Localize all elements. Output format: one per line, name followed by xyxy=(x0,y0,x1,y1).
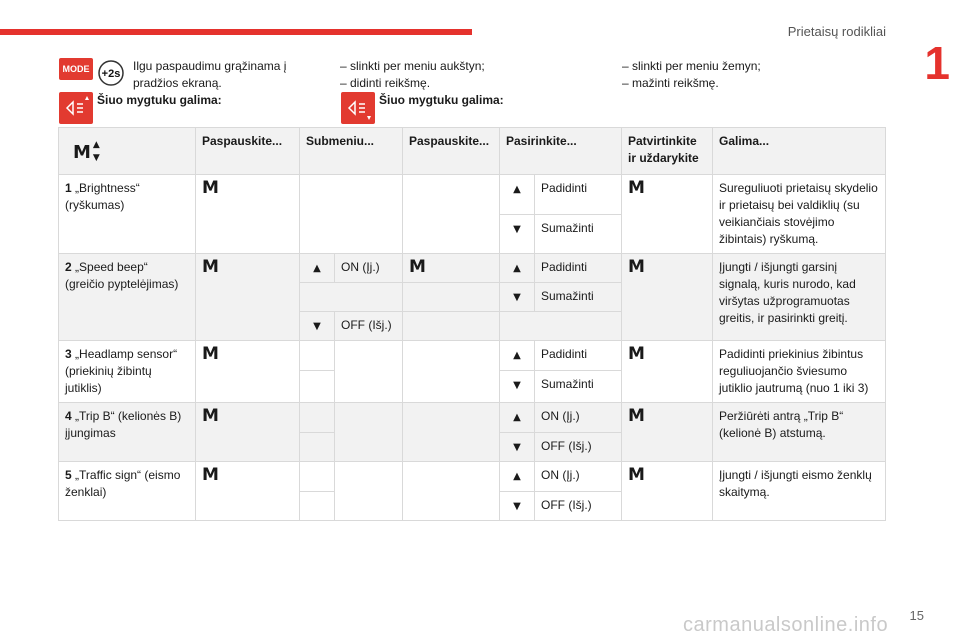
table-row xyxy=(59,403,886,433)
choice-up: ON (Įj.) xyxy=(535,403,622,433)
intro-col1-line1: Ilgu paspaudimu grąžinama į xyxy=(133,59,287,73)
press-m-icon: M xyxy=(196,462,300,521)
down-arrow-icon: ▼ xyxy=(300,312,335,341)
table-row xyxy=(59,462,886,492)
down-arrow-icon: ▼ xyxy=(500,433,535,462)
intro-col1-line2: pradžios ekraną. xyxy=(133,76,222,90)
table-header-row xyxy=(59,128,886,175)
choice-up: Padidinti xyxy=(535,254,622,283)
table-header-icon-cell xyxy=(59,128,196,175)
headlamp-button-icon xyxy=(59,92,93,124)
m-arrows-icon: M ▲ ▼ xyxy=(73,140,100,163)
table-header: Submeniu... xyxy=(300,128,403,175)
choice-down: Sumažinti xyxy=(535,283,622,312)
table-header: Paspauskite... xyxy=(196,128,300,175)
choice-down: Sumažinti xyxy=(535,214,622,254)
up-arrow-icon: ▲ xyxy=(500,462,535,492)
confirm-m-icon: M xyxy=(622,341,713,403)
submenu-off: OFF (Išj.) xyxy=(335,312,403,341)
setting-label: 1 „Brightness“ (ryškumas) xyxy=(59,175,196,254)
up-arrow-icon: ▲ xyxy=(300,254,335,283)
setting-label: 5 „Traffic sign“ (eismo ženklai) xyxy=(59,462,196,521)
confirm-m-icon: M xyxy=(622,462,713,521)
header-red-bar xyxy=(0,29,472,35)
intro-col2-line2: – didinti reikšmę. xyxy=(340,76,431,90)
intro-col1-bold: Šiuo mygtuku galima: xyxy=(97,93,222,107)
result-text: Padidinti priekinius žibintus reguliuojančio šviesumo jutiklio jautrumą (nuo 1 iki 3) xyxy=(713,341,886,403)
intro-col2-bold: Šiuo mygtuku galima: xyxy=(379,93,504,107)
table-header: Pasirinkite... xyxy=(500,128,622,175)
up-arrow-icon: ▲ xyxy=(500,341,535,371)
down-arrow-icon: ▼ xyxy=(500,214,535,254)
setting-label: 3 „Headlamp sensor“ (priekinių žibintų jutiklis) xyxy=(59,341,196,403)
settings-table xyxy=(58,127,886,521)
intro-col2-line1: – slinkti per meniu aukštyn; xyxy=(340,59,485,73)
choice-up: Padidinti xyxy=(535,175,622,215)
watermark-text: carmanualsonline.info xyxy=(683,614,889,636)
choice-down: OFF (Išj.) xyxy=(535,492,622,521)
result-text: Įjungti / išjungti eismo ženklų skaitymą. xyxy=(713,462,886,521)
press-m-icon: M xyxy=(196,175,300,254)
confirm-m-icon: M xyxy=(622,254,713,341)
result-text: Peržiūrėti antrą „Trip B“ (kelionė B) atstumą. xyxy=(713,403,886,462)
page-header-title: Prietaisų rodikliai xyxy=(787,24,886,39)
intro-col3-line2: – mažinti reikšmę. xyxy=(622,76,719,90)
table-row xyxy=(59,175,886,215)
choice-up: ON (Įj.) xyxy=(535,462,622,492)
page-number: 15 xyxy=(909,608,924,623)
up-arrow-icon: ▲ xyxy=(500,254,535,283)
table-header: Galima... xyxy=(713,128,886,175)
confirm-m-icon: M xyxy=(622,403,713,462)
down-arrow-icon: ▼ xyxy=(500,371,535,403)
down-arrow-icon: ▼ xyxy=(500,283,535,312)
table-row xyxy=(59,341,886,371)
headlamp-button-icon xyxy=(341,92,375,124)
result-text: Sureguliuoti prietaisų skydelio ir prietaisų bei valdiklių (su veikiančiais stovėjimo žibintais) ryškumą. xyxy=(713,175,886,254)
setting-label: 2 „Speed beep“ (greičio pyptelėjimas) xyxy=(59,254,196,341)
two-seconds-press-icon xyxy=(97,60,125,86)
svg-text:+2s: +2s xyxy=(101,68,121,80)
choice-up: Padidinti xyxy=(535,341,622,371)
chapter-number: 1 xyxy=(924,37,950,89)
press-m-icon: M xyxy=(196,254,300,341)
confirm-m-icon: M xyxy=(622,175,713,254)
press-m-icon: M xyxy=(196,341,300,403)
up-arrow-icon: ▲ xyxy=(500,403,535,433)
press-m-icon: M xyxy=(403,254,500,283)
table-row xyxy=(59,254,886,283)
result-text: Įjungti / išjungti garsinį signalą, kuris nurodo, kad viršytas užprogramuotas greitis, ir pasirinkti greitį. xyxy=(713,254,886,341)
press-m-icon: M xyxy=(196,403,300,462)
choice-down: OFF (Išj.) xyxy=(535,433,622,462)
table-header: Patvirtinkite ir uždarykite xyxy=(622,128,713,175)
setting-label: 4 „Trip B“ (kelionės B) įjungimas xyxy=(59,403,196,462)
choice-down: Sumažinti xyxy=(535,371,622,403)
down-arrow-icon: ▼ xyxy=(500,492,535,521)
mode-button-icon: MODE xyxy=(59,58,93,80)
table-header: Paspauskite... xyxy=(403,128,500,175)
up-arrow-icon: ▲ xyxy=(500,175,535,215)
submenu-on: ON (Įj.) xyxy=(335,254,403,283)
intro-col3-line1: – slinkti per meniu žemyn; xyxy=(622,59,761,73)
